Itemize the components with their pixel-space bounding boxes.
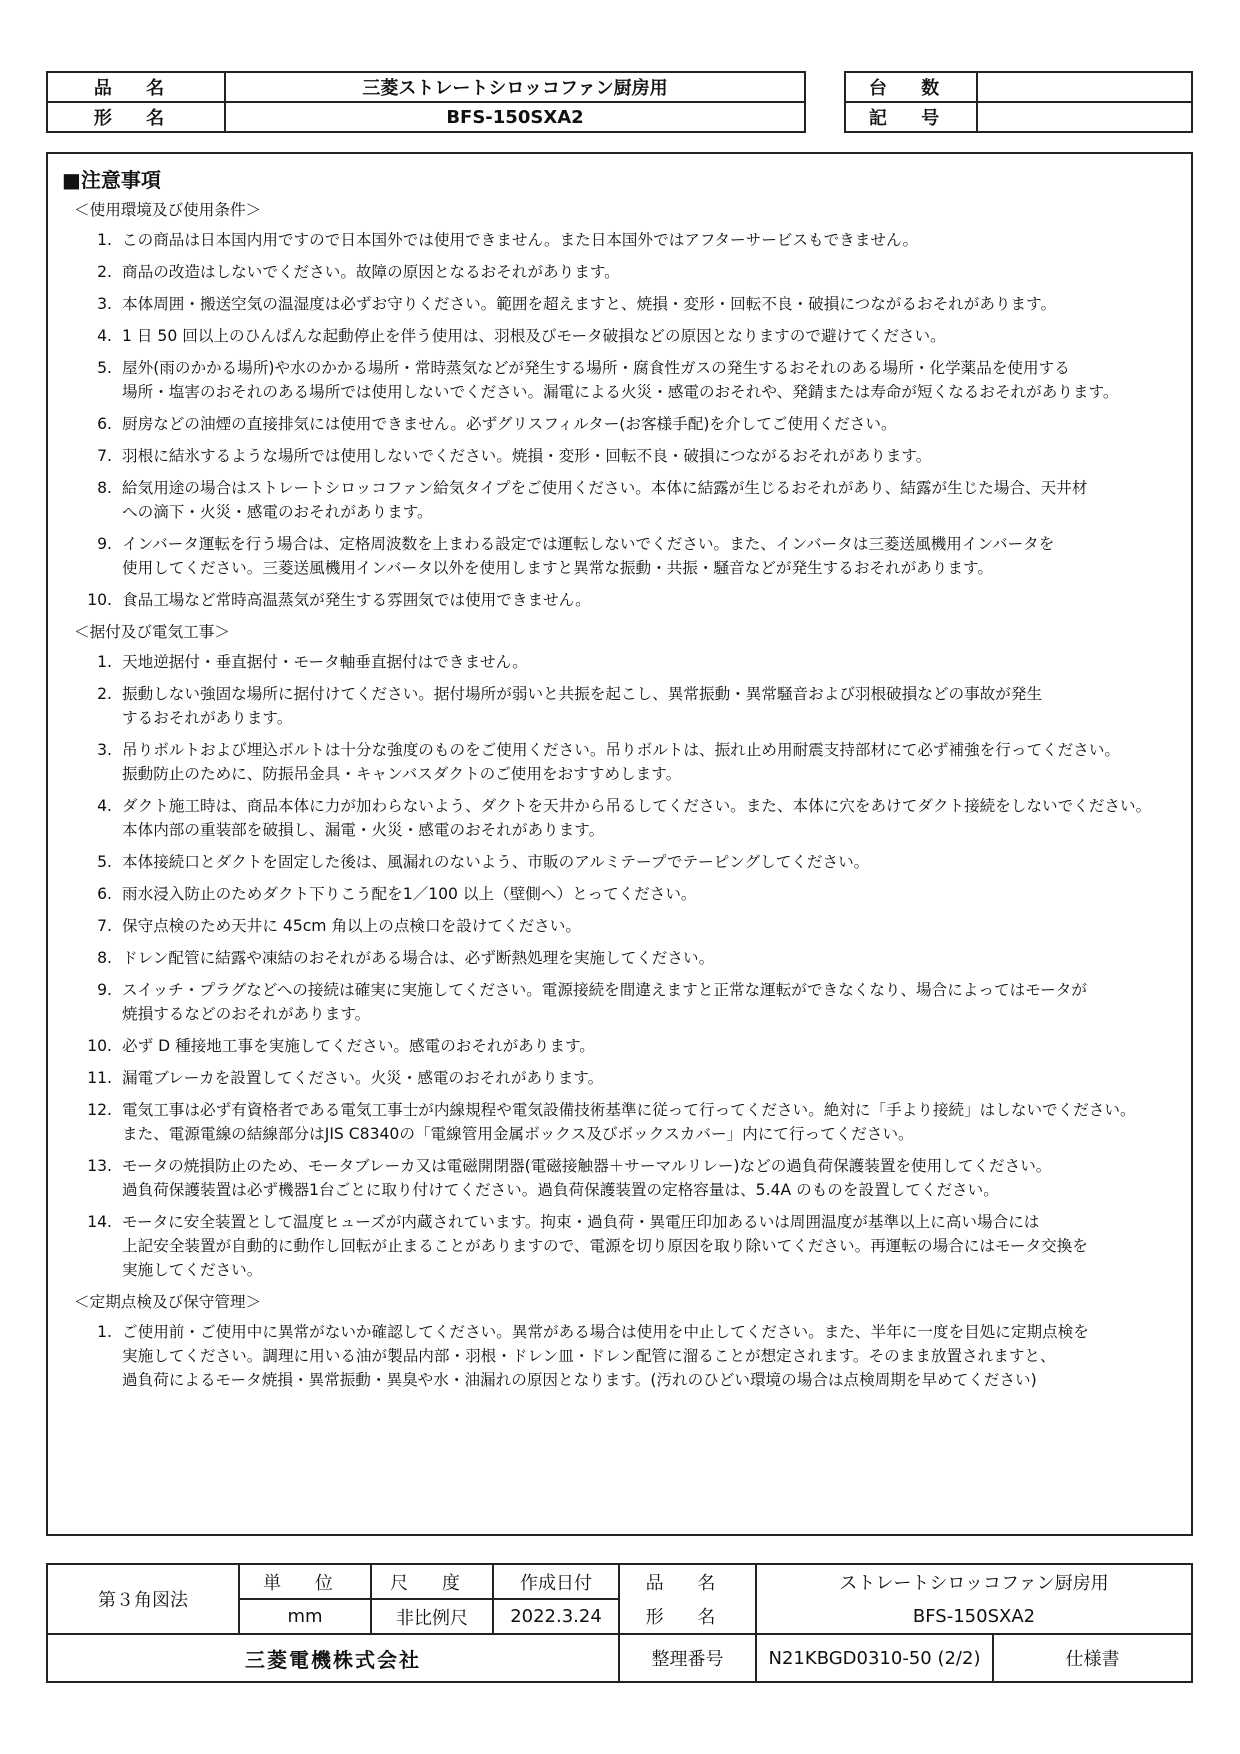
item-text: 屋外(雨のかかる場所)や水のかかる場所・常時蒸気などが発生する場所・腐食性ガスの発生するおそれのある場所・化学薬品を使用する 場所・塩害のおそれのある場所では使用しないでください。漏電による火災・感電のおそれや、発錆または寿命が短くなるおそれがあります。 [122, 359, 1119, 401]
list-item [74, 650, 1179, 674]
item-number: 14. [87, 1213, 112, 1231]
doc-type: 仕様書 [993, 1634, 1192, 1682]
item-text: 振動しない強固な場所に据付けてください。据付場所が弱いと共振を起こし、異常振動・異常騒音および羽根破損などの事故が発生 するおそれがあります。 [122, 685, 1043, 727]
list-item [74, 228, 1179, 252]
item-number: 10. [87, 591, 112, 609]
item-number: 2. [97, 685, 112, 703]
notes-section [74, 198, 1179, 612]
notes-box [46, 152, 1193, 1536]
product-name-value: 三菱ストレートシロッコファン厨房用 [225, 72, 805, 102]
item-number: 10. [87, 1037, 112, 1055]
item-text: 漏電ブレーカを設置してください。火災・感電のおそれがあります。 [122, 1069, 604, 1087]
item-text: ご使用前・ご使用中に異常がないか確認してください。異常がある場合は使用を中止してください。また、半年に一度を目処に定期点検を 実施してください。調理に用いる油が製品内部・羽根・ドレン皿・ドレン配管に溜ることが想定されます。そのまま放置されますと、 過負荷によるモータ焼損・異常振動・異臭や水・油漏れの原因となります。(汚れのひどい環境の場合は点検周期を早めてください) [122, 1323, 1089, 1389]
list-item [74, 882, 1179, 906]
item-number: 5. [97, 853, 112, 871]
list-item [74, 1320, 1179, 1392]
list-item [74, 324, 1179, 348]
item-number: 1. [97, 1323, 112, 1341]
item-number: 12. [87, 1101, 112, 1119]
date-label: 作成日付 [493, 1564, 619, 1599]
ref-number: N21KBGD0310-50 (2/2) [756, 1634, 993, 1682]
list-item [74, 356, 1179, 404]
scale-value: 非比例尺 [371, 1599, 493, 1634]
footer-model-label: 形 名 [619, 1599, 756, 1634]
ref-label: 整理番号 [619, 1634, 756, 1682]
section-heading: ＜定期点検及び保守管理＞ [74, 1293, 262, 1311]
item-text: ドレン配管に結露や凍結のおそれがある場合は、必ず断熱処理を実施してください。 [122, 949, 715, 967]
notes-title: ■注意事項 [62, 168, 161, 192]
item-text: 羽根に結氷するような場所では使用しないでください。焼損・変形・回転不良・破損につながるおそれがあります。 [122, 447, 932, 465]
unit-label: 単 位 [239, 1564, 371, 1599]
item-text: ダクト施工時は、商品本体に力が加わらないよう、ダクトを天井から吊るしてください。また、本体に穴をあけてダクト接続をしないでください。 本体内部の重装部を破損し、漏電・火災・感電のおそれがあります。 [122, 797, 1152, 839]
item-text: 必ず D 種接地工事を実施してください。感電のおそれがあります。 [122, 1037, 595, 1055]
list-item [74, 476, 1179, 524]
qty-label: 台 数 [845, 72, 977, 102]
notes-body [74, 198, 1179, 1400]
item-number: 9. [97, 535, 112, 553]
item-number: 7. [97, 447, 112, 465]
item-number: 3. [97, 295, 112, 313]
item-text: この商品は日本国内用ですので日本国外では使用できません。また日本国外ではアフターサービスもできません。 [122, 231, 919, 249]
item-text: 食品工場など常時高温蒸気が発生する雰囲気では使用できません。 [122, 591, 591, 609]
item-text: 商品の改造はしないでください。故障の原因となるおそれがあります。 [122, 263, 620, 281]
unit-value: mm [239, 1599, 371, 1634]
symbol-value [977, 102, 1192, 132]
list-item [74, 682, 1179, 730]
model-value: BFS-150SXA2 [225, 102, 805, 132]
scale-label: 尺 度 [371, 1564, 493, 1599]
item-number: 4. [97, 797, 112, 815]
item-text: 給気用途の場合はストレートシロッコファン給気タイプをご使用ください。本体に結露が生じるおそれがあり、結露が生じた場合、天井材 への滴下・火災・感電のおそれがあります。 [122, 479, 1088, 521]
list-item [74, 532, 1179, 580]
item-text: 1 日 50 回以上のひんぱんな起動停止を伴う使用は、羽根及びモータ破損などの原因となりますので避けてください。 [122, 327, 946, 345]
section-heading: ＜据付及び電気工事＞ [74, 623, 230, 641]
header-qty-table [844, 71, 1193, 133]
item-number: 9. [97, 981, 112, 999]
item-text: モータの焼損防止のため、モータブレーカ又は電磁開閉器(電磁接触器＋サーマルリレー)などの過負荷保護装置を使用してください。 過負荷保護装置は必ず機器1台ごとに取り付けてください。過負荷保護装置の定格容量は、5.4A のものを設置してください。 [122, 1157, 1052, 1199]
list-item [74, 978, 1179, 1026]
item-number: 6. [97, 415, 112, 433]
list-item [74, 1154, 1179, 1202]
item-text: 天地逆据付・垂直据付・モータ軸垂直据付はできません。 [122, 653, 528, 671]
list-item [74, 1210, 1179, 1282]
item-number: 4. [97, 327, 112, 345]
item-text: インバータ運転を行う場合は、定格周波数を上まわる設定では運転しないでください。また、インバータは三菱送風機用インバータを 使用してください。三菱送風機用インバータ以外を使用しますと異常な振動・共振・騒音などが発生するおそれがあります。 [122, 535, 1055, 577]
notes-section [74, 620, 1179, 1282]
list-item [74, 588, 1179, 612]
list-item [74, 738, 1179, 786]
list-item [74, 850, 1179, 874]
item-text: 本体周囲・搬送空気の温湿度は必ずお守りください。範囲を超えますと、焼損・変形・回転不良・破損につながるおそれがあります。 [122, 295, 1057, 313]
list-item [74, 1098, 1179, 1146]
item-text: 本体接続口とダクトを固定した後は、風漏れのないよう、市販のアルミテープでテーピングしてください。 [122, 853, 870, 871]
list-item [74, 794, 1179, 842]
header-product-table [46, 71, 806, 133]
projection-method: 第３角図法 [47, 1564, 239, 1634]
list-item [74, 1066, 1179, 1090]
item-number: 1. [97, 653, 112, 671]
item-text: 保守点検のため天井に 45cm 角以上の点検口を設けてください。 [122, 917, 581, 935]
product-name-label: 品 名 [47, 72, 225, 102]
item-number: 13. [87, 1157, 112, 1175]
item-number: 2. [97, 263, 112, 281]
symbol-label: 記 号 [845, 102, 977, 132]
section-heading: ＜使用環境及び使用条件＞ [74, 201, 262, 219]
item-number: 8. [97, 949, 112, 967]
list-item [74, 946, 1179, 970]
item-text: 吊りボルトおよび埋込ボルトは十分な強度のものをご使用ください。吊りボルトは、振れ止め用耐震支持部材にて必ず補強を行ってください。 振動防止のために、防振吊金具・キャンバスダクトのご使用をおすすめします。 [122, 741, 1121, 783]
item-text: スイッチ・プラグなどへの接続は確実に実施してください。電源接続を間違えますと正常な運転ができなくなり、場合によってはモータが 焼損するなどのおそれがあります。 [122, 981, 1087, 1023]
item-number: 5. [97, 359, 112, 377]
footer-product-name: ストレートシロッコファン厨房用 [756, 1564, 1192, 1599]
list-item [74, 914, 1179, 938]
item-number: 3. [97, 741, 112, 759]
item-number: 6. [97, 885, 112, 903]
footer-product-name-label: 品 名 [619, 1564, 756, 1599]
model-label: 形 名 [47, 102, 225, 132]
qty-value [977, 72, 1192, 102]
item-text: モータに安全装置として温度ヒューズが内蔵されています。拘束・過負荷・異電圧印加あるいは周囲温度が基準以上に高い場合には 上記安全装置が自動的に動作し回転が止まることがありますので、電源を切り原因を取り除いてください。再運転の場合にはモータ交換を 実施してください。 [122, 1213, 1088, 1279]
footer-model: BFS-150SXA2 [756, 1599, 1192, 1634]
item-number: 11. [87, 1069, 112, 1087]
date-value: 2022.3.24 [493, 1599, 619, 1634]
item-text: 電気工事は必ず有資格者である電気工事士が内線規程や電気設備技術基準に従って行ってください。絶対に「手より接続」はしないでください。 また、電源電線の結線部分はJIS C8340の「電線管用金属ボックス及びボックスカバー」内にて行ってください。 [122, 1101, 1136, 1143]
footer-title-block [46, 1563, 1193, 1683]
notes-section [74, 1290, 1179, 1392]
item-text: 厨房などの油煙の直接排気には使用できません。必ずグリスフィルター(お客様手配)を介してご使用ください。 [122, 415, 897, 433]
item-number: 1. [97, 231, 112, 249]
list-item [74, 1034, 1179, 1058]
company-name: 三菱電機株式会社 [47, 1634, 619, 1682]
list-item [74, 444, 1179, 468]
list-item [74, 292, 1179, 316]
item-number: 8. [97, 479, 112, 497]
item-number: 7. [97, 917, 112, 935]
list-item [74, 260, 1179, 284]
list-item [74, 412, 1179, 436]
item-text: 雨水浸入防止のためダクト下りこう配を1／100 以上（壁側へ）とってください。 [122, 885, 697, 903]
